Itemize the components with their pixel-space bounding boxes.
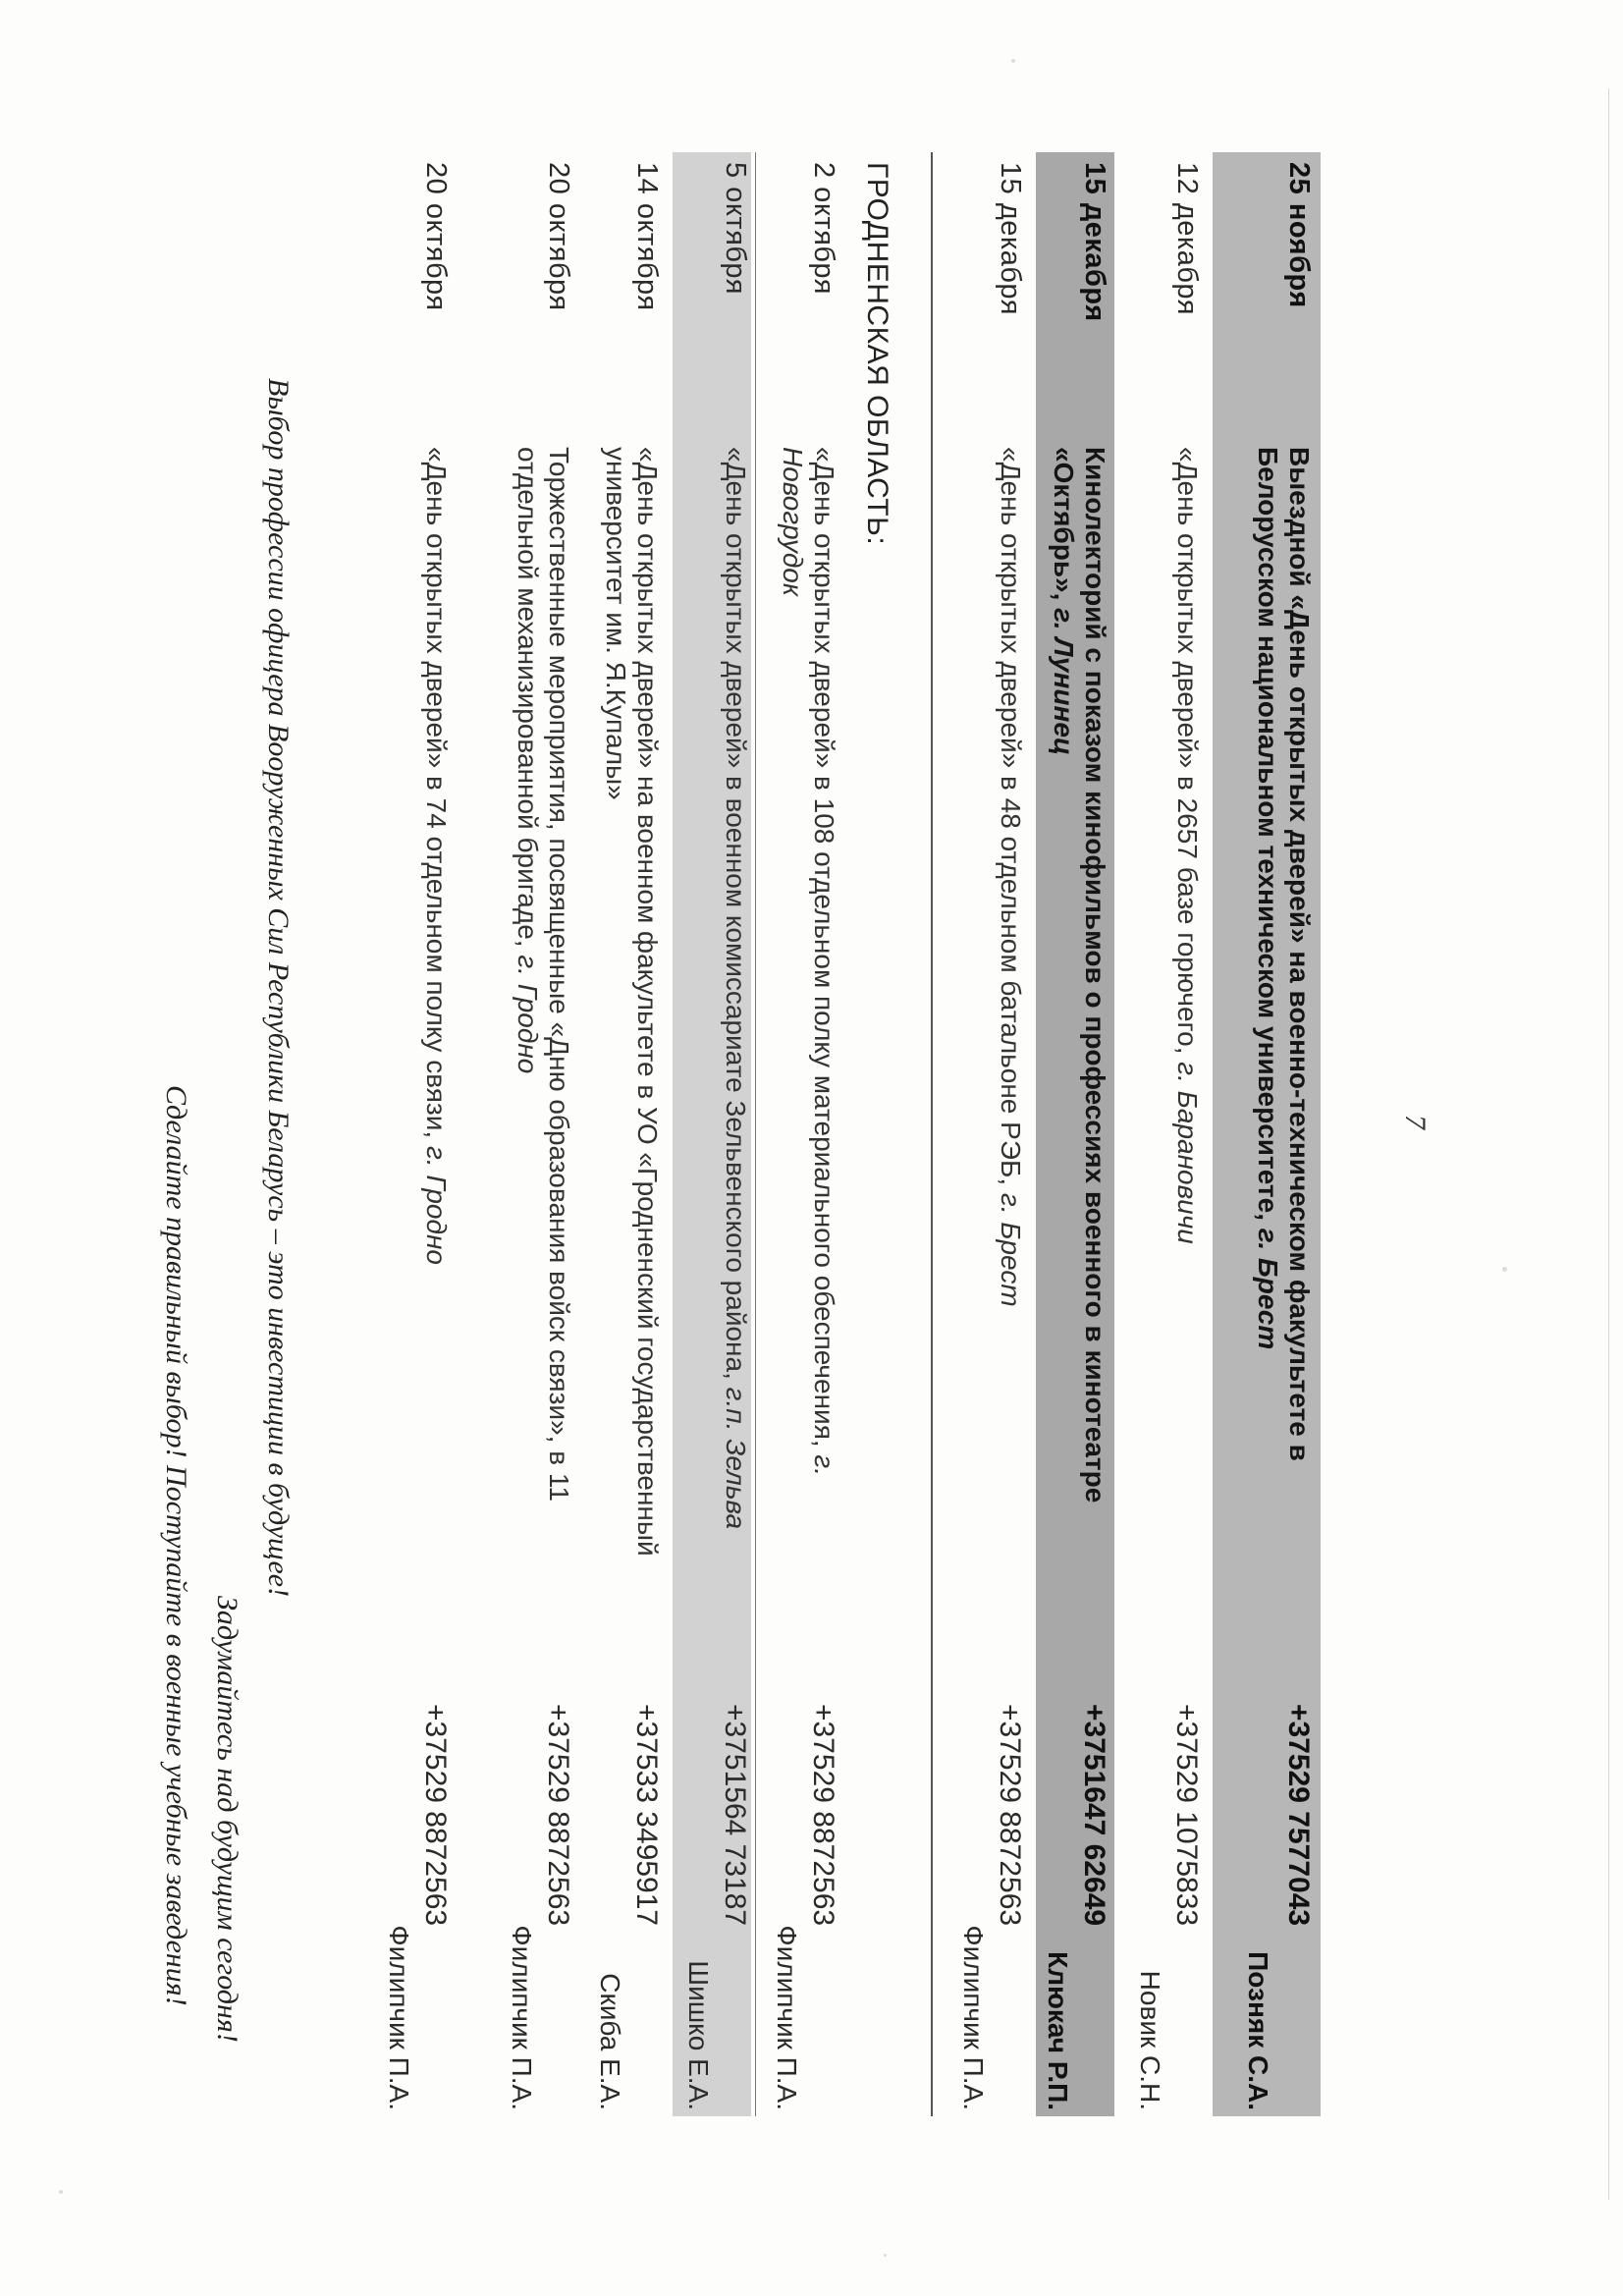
event-text: «День открытых дверей» в военном комиссариате Зельвенского района, — [721, 447, 751, 1380]
footer-slogan-line: Сделайте правильный выбор! Поступайте в военные учебные заведения! — [160, 1085, 192, 2006]
scan-edge-line — [1608, 88, 1609, 2200]
event-city: г. Гродно — [421, 1145, 452, 1265]
contact-person: Филипчик П.А. — [958, 1925, 989, 2110]
event-date: 20 октября — [543, 162, 574, 311]
event-description — [1171, 447, 1203, 1625]
contact-person: Филипчик П.А. — [772, 1925, 802, 2110]
event-description — [995, 447, 1026, 1625]
event-text: «День открытых дверей» в 48 отдельном батальоне РЭБ, — [996, 447, 1026, 1186]
contact-person: Клюкач Р.П. — [1043, 1951, 1073, 2110]
page-number: 7 — [1399, 1115, 1432, 1129]
contact-person: Скиба Е.А. — [595, 1973, 625, 2110]
event-text: «День открытых дверей» на военном факультете в УО «Гродненский государственный университет им. Я.Купалы» — [601, 447, 663, 1557]
event-city: г. Брест — [996, 1192, 1026, 1307]
table-row — [1124, 152, 1203, 2116]
row-divider — [755, 152, 756, 2116]
event-date: 14 октября — [631, 162, 663, 311]
contact-person: Шишко Е.А. — [683, 1960, 714, 2110]
contact-person: Филипчик П.А. — [384, 1925, 414, 2110]
table-row — [1036, 152, 1114, 2116]
table-row — [1213, 152, 1321, 2116]
table-row — [761, 152, 839, 2116]
event-date: 12 декабря — [1171, 162, 1203, 315]
event-city: г. Гродно — [513, 955, 543, 1074]
event-description — [600, 447, 663, 1625]
contact-phone: +37529 8872563 — [419, 1704, 452, 1927]
event-date: 5 октября — [720, 162, 751, 295]
scan-speck — [1502, 1267, 1507, 1272]
section-divider — [931, 152, 933, 2116]
contact-phone: +37529 7577043 — [1282, 1704, 1315, 1927]
event-description — [720, 447, 751, 1625]
contact-phone: +37529 1075833 — [1170, 1704, 1203, 1927]
contact-phone: +37533 3495917 — [630, 1704, 663, 1927]
region-title: ГРОДНЕНСКАЯ ОБЛАСТЬ: — [861, 162, 893, 546]
table-row — [373, 152, 452, 2116]
event-date: 15 декабря — [995, 162, 1026, 315]
contact-person: Позняк С.А. — [1243, 1951, 1273, 2110]
footer-slogan-line: Задумайтесь над будущим сегодня! — [211, 1596, 243, 2043]
scan-speck — [59, 2190, 63, 2194]
event-city: г. Новогрудок — [778, 447, 839, 1477]
contact-phone: +37529 8872563 — [994, 1704, 1026, 1927]
event-date: 2 октября — [808, 162, 839, 295]
event-text: Торжественные мероприятия, посвященные «Дню образования войск связи», в 11 отдельной механизированной бригаде, — [513, 447, 574, 1502]
contact-person: Новик С.Н. — [1135, 1970, 1165, 2110]
event-city: г.п. Зельва — [721, 1387, 751, 1530]
event-description — [1252, 447, 1315, 1625]
contact-phone: +3751564 73187 — [719, 1704, 751, 1927]
event-text: «День открытых дверей» в 2657 базе горючего, — [1172, 447, 1203, 1055]
table-row — [947, 152, 1026, 2116]
table-row — [461, 152, 574, 2116]
event-date: 25 ноября — [1283, 162, 1315, 308]
scan-speck — [1011, 59, 1015, 63]
table-row — [584, 152, 663, 2116]
contact-person: Филипчик П.А. — [507, 1925, 537, 2110]
event-text: «День открытых дверей» в 108 отдельном полку материального обеспечения, — [809, 447, 839, 1448]
scan-speck — [884, 2254, 887, 2257]
event-description — [777, 447, 839, 1625]
event-description — [1048, 447, 1110, 1625]
contact-phone: +37529 8872563 — [807, 1704, 839, 1927]
table-row — [673, 152, 751, 2116]
event-text: Кинолекторий с показом кинофильмов о профессиях военного в кинотеатре «Октябрь», — [1049, 447, 1110, 1503]
event-date: 20 октября — [420, 162, 452, 311]
contact-phone: +3751647 62649 — [1078, 1704, 1110, 1927]
event-city: г. Лунинец — [1049, 608, 1079, 756]
footer-slogan-line: Выбор профессии офицера Вооруженных Сил Республики Беларусь – это инвестиции в будущее! — [262, 378, 295, 1598]
contact-phone: +37529 8872563 — [542, 1704, 574, 1927]
event-description — [420, 447, 452, 1625]
event-text: «День открытых дверей» в 74 отдельном полку связи, — [421, 447, 452, 1139]
event-city: г. Барановичи — [1172, 1062, 1203, 1244]
rotated-page-content — [0, 152, 1443, 2156]
event-text: Выездной «День открытых дверей» на военно-техническом факультете в Белорусском национальном техническом университете, — [1253, 447, 1315, 1461]
event-city: г. Брест — [1253, 1228, 1283, 1350]
event-date: 15 декабря — [1079, 162, 1110, 322]
event-description — [512, 447, 574, 1625]
